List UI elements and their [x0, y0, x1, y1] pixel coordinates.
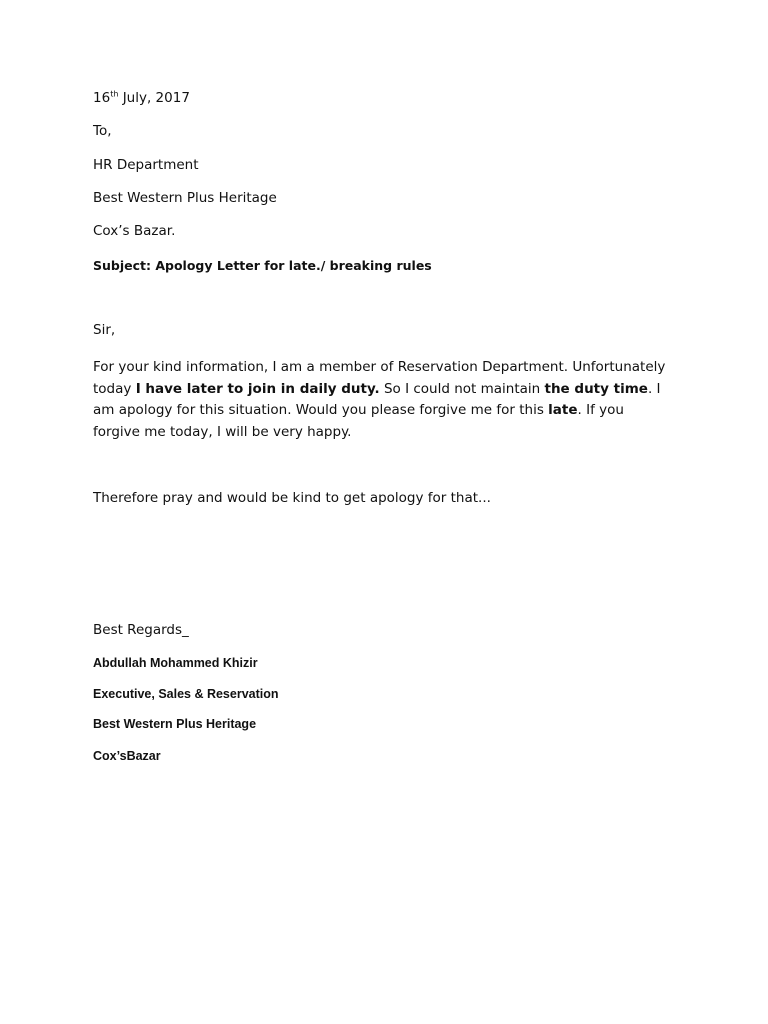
signature-name: Abdullah Mohammed Khizir: [93, 656, 258, 670]
date-suffix: th: [110, 89, 119, 99]
signature-title: Executive, Sales & Reservation: [93, 687, 279, 701]
recipient-location: Cox’s Bazar.: [93, 223, 176, 239]
recipient-company: Best Western Plus Heritage: [93, 190, 277, 206]
salutation-to: To,: [93, 123, 112, 139]
body-text-3: . I am apology for this situation. Would you please forgive me for this: [93, 380, 661, 418]
closing-paragraph: Therefore pray and would be kind to get apology for that...: [93, 490, 491, 506]
body-paragraph: [93, 357, 673, 443]
body-bold-2: the duty time: [544, 380, 648, 397]
signature-company: Best Western Plus Heritage: [93, 717, 257, 731]
subject-line: Subject: Apology Letter for late./ breaking rules: [93, 258, 432, 273]
date-day: 16: [93, 90, 111, 106]
letter-date: [93, 90, 190, 106]
regards: Best Regards_: [93, 622, 189, 638]
body-bold-3: late: [548, 402, 578, 418]
date-rest: July, 2017: [118, 90, 190, 106]
body-text-2: So I could not maintain: [379, 380, 545, 397]
body-text-1: For your kind information, I am a member of Reservation Department. Unfortunately today: [93, 359, 666, 397]
body-bold-1: I have later to join in daily duty.: [135, 380, 380, 397]
recipient-department: HR Department: [93, 157, 199, 173]
signature-location: Cox’sBazar: [93, 749, 161, 763]
greeting: Sir,: [93, 322, 116, 338]
body-text-4: . If you forgive me today, I will be very happy.: [93, 402, 624, 440]
